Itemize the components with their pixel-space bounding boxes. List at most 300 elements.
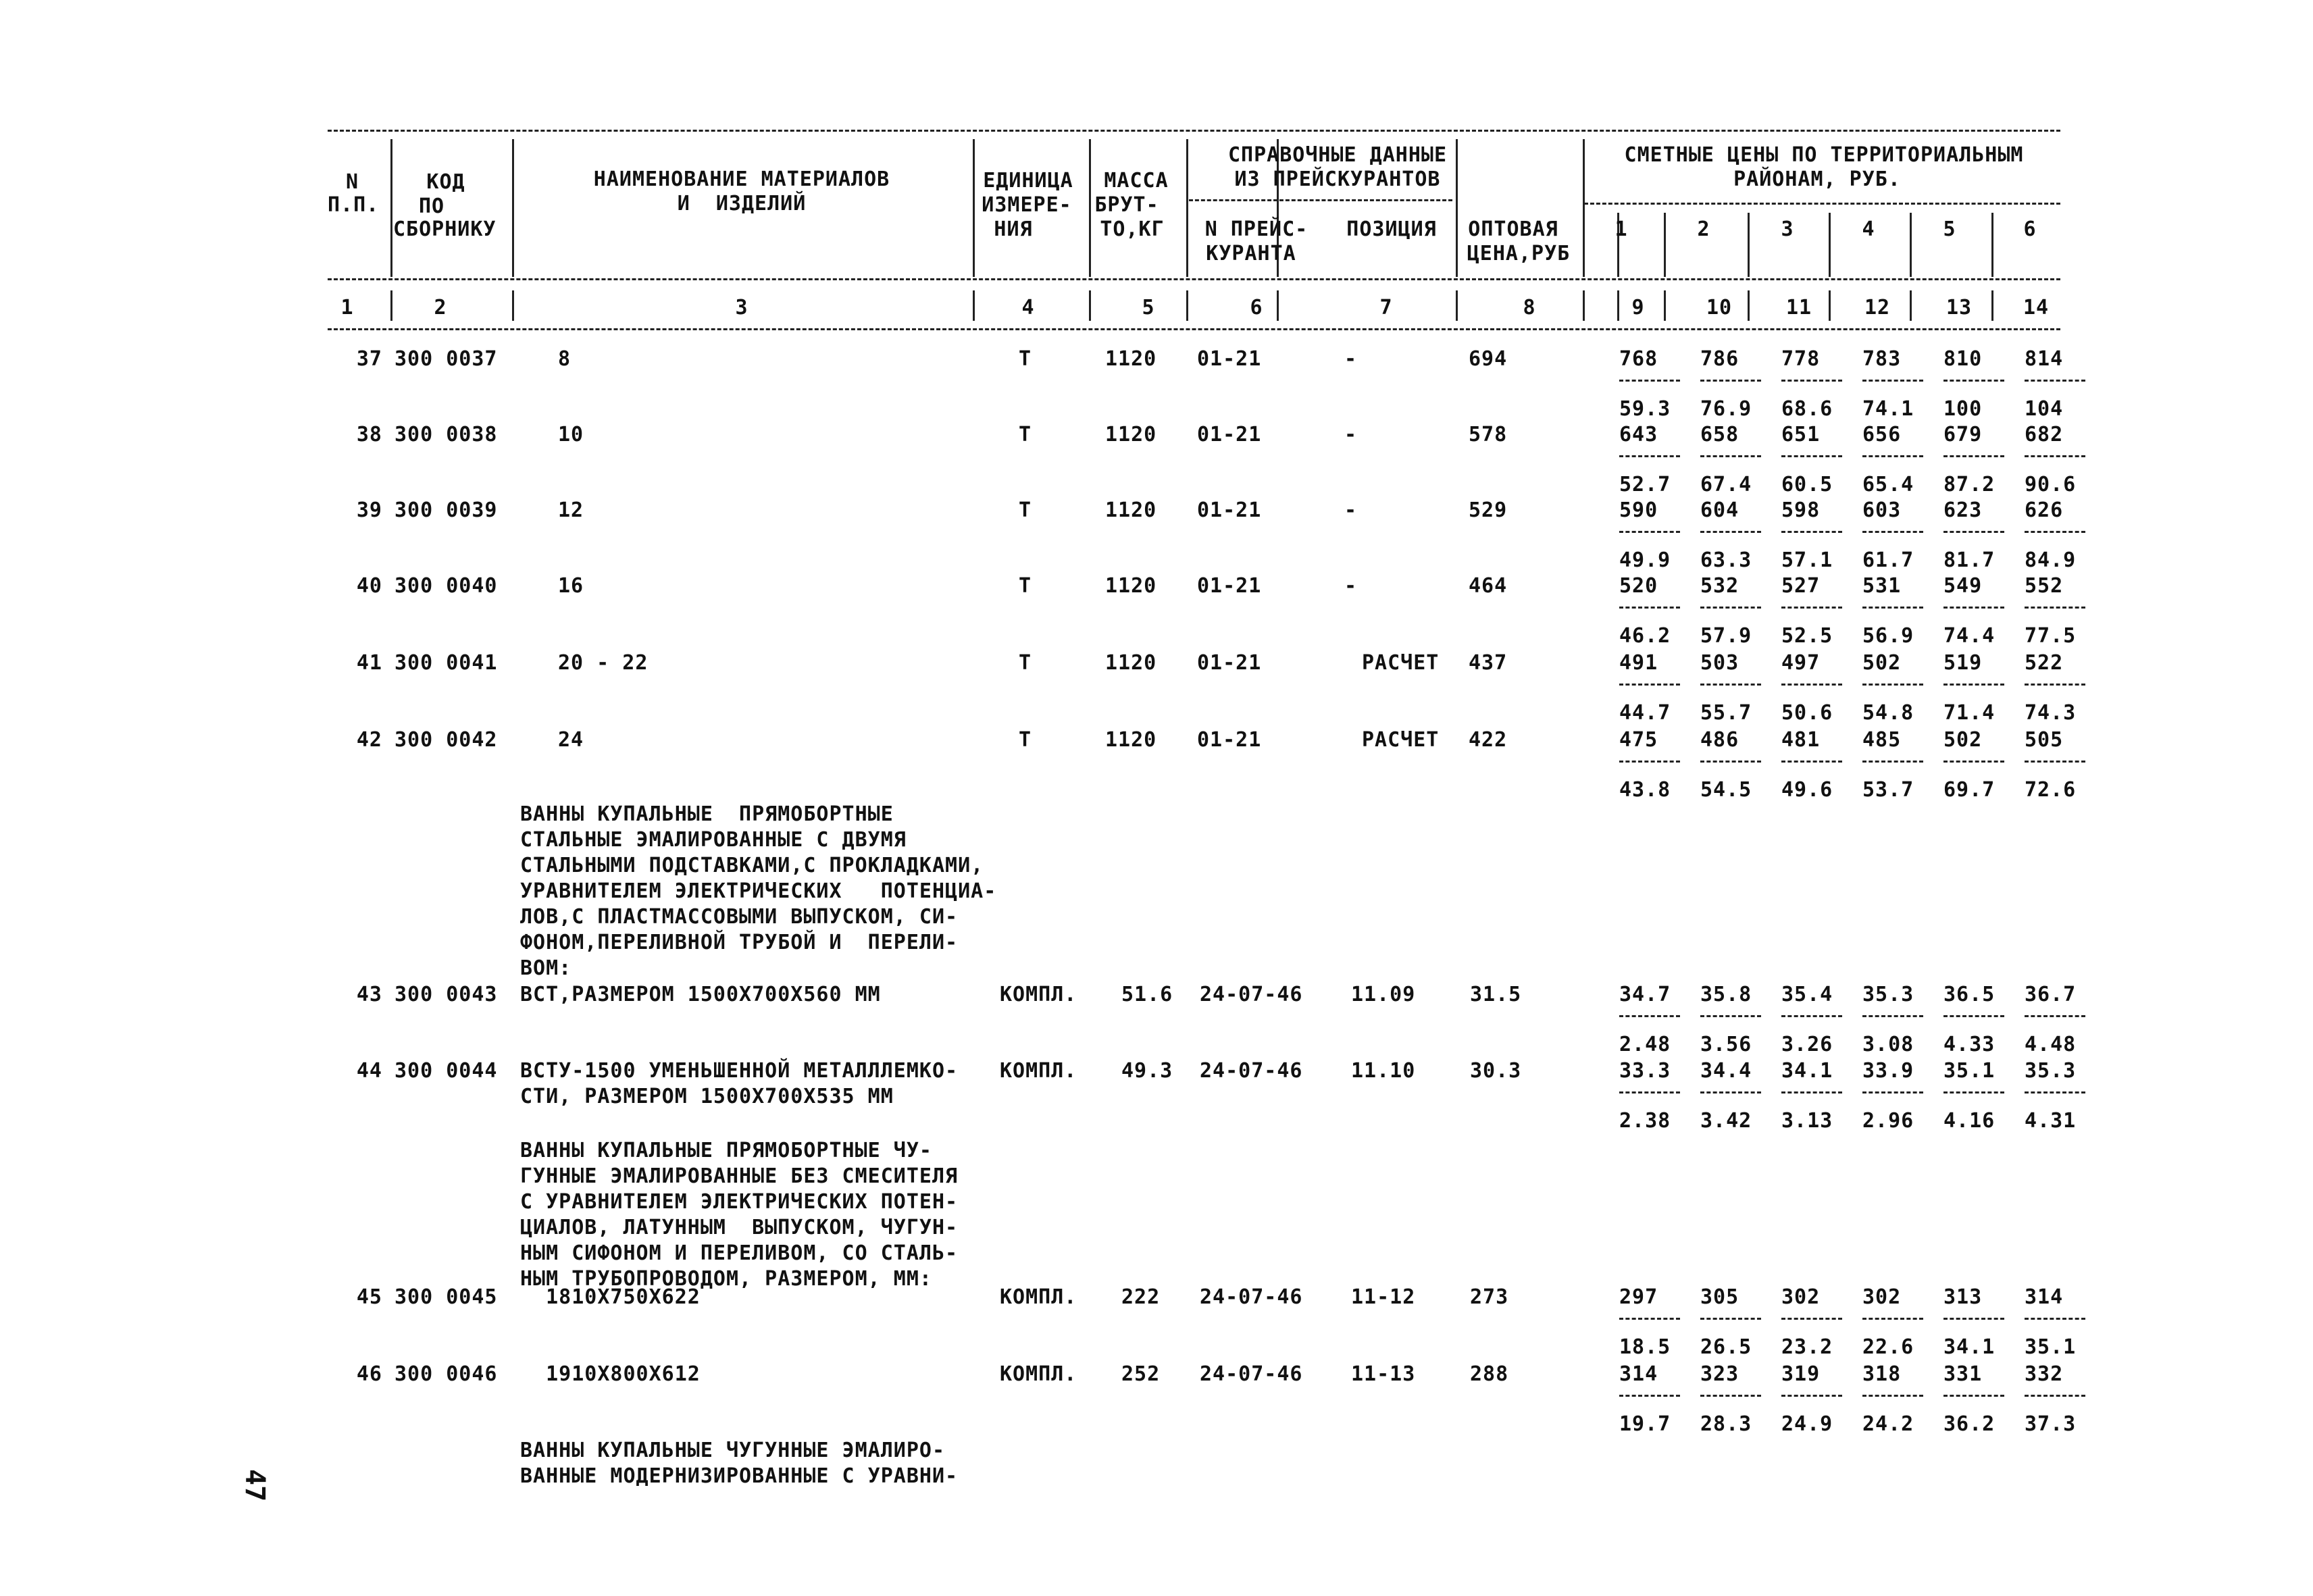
price-part-region-2: 63.3 <box>1700 548 1752 572</box>
price-total-region-5: 502 <box>1943 728 1983 752</box>
fraction-bar <box>2025 1318 2085 1320</box>
fraction-bar <box>1781 1015 1842 1017</box>
header-col-mass: БРУТ- <box>1094 193 1159 217</box>
fraction-bar <box>2025 684 2085 686</box>
header-col-unit: ИЗМЕРЕ- <box>982 193 1072 217</box>
column-number-6: 6 <box>1250 296 1263 319</box>
fraction-bar <box>1700 1395 1761 1397</box>
header-region-1: 1 <box>1615 217 1628 241</box>
price-part-region-1: 18.5 <box>1619 1335 1671 1359</box>
price-part-region-3: 23.2 <box>1781 1335 1833 1359</box>
price-total-region-1: 590 <box>1619 498 1658 522</box>
row-unit: Т <box>1019 651 1032 675</box>
price-total-region-3: 35.4 <box>1781 983 1833 1006</box>
header-col-position: ПОЗИЦИЯ <box>1346 217 1437 241</box>
group-heading: ВАННЫЕ МОДЕРНИЗИРОВАННЫЕ С УРАВНИ- <box>520 1464 959 1488</box>
column-separator <box>1186 290 1188 321</box>
fraction-bar <box>1700 1015 1761 1017</box>
fraction-bar <box>1862 761 1923 763</box>
header-col-n: П.П. <box>328 193 380 217</box>
row-position: 11-13 <box>1351 1362 1416 1386</box>
header-group-rule <box>1189 199 1452 201</box>
fraction-bar <box>1619 1318 1680 1320</box>
column-number-12: 12 <box>1864 296 1891 319</box>
price-part-region-5: 100 <box>1943 397 1983 421</box>
price-part-region-5: 4.33 <box>1943 1033 1996 1056</box>
row-pricelist: 01-21 <box>1197 574 1262 598</box>
header-top-rule <box>328 130 2060 132</box>
price-part-region-1: 44.7 <box>1619 701 1671 725</box>
price-total-region-6: 36.7 <box>2025 983 2077 1006</box>
header-region-5: 5 <box>1943 217 1956 241</box>
fraction-bar <box>2025 761 2085 763</box>
row-number: 45 <box>356 1285 382 1309</box>
group-heading: ВАННЫ КУПАЛЬНЫЕ ЧУГУННЫЕ ЭМАЛИРО- <box>520 1439 946 1462</box>
row-mass: 1120 <box>1105 651 1157 675</box>
price-total-region-1: 520 <box>1619 574 1658 598</box>
price-total-region-4: 603 <box>1862 498 1902 522</box>
price-part-region-3: 3.26 <box>1781 1033 1833 1056</box>
row-wholesale: 422 <box>1469 728 1508 752</box>
column-separator <box>512 139 514 277</box>
fraction-bar <box>1781 684 1842 686</box>
header-region-6: 6 <box>2023 217 2037 241</box>
price-total-region-6: 814 <box>2025 347 2064 371</box>
price-total-region-3: 34.1 <box>1781 1059 1833 1083</box>
price-part-region-3: 50.6 <box>1781 701 1833 725</box>
fraction-bar <box>1943 380 2004 382</box>
price-total-region-1: 768 <box>1619 347 1658 371</box>
group-heading: НЫМ СИФОНОМ И ПЕРЕЛИВОМ, СО СТАЛЬ- <box>520 1241 959 1265</box>
price-part-region-3: 57.1 <box>1781 548 1833 572</box>
group-heading: ГУННЫЕ ЭМАЛИРОВАННЫЕ БЕЗ СМЕСИТЕЛЯ <box>520 1164 959 1188</box>
fraction-bar <box>1700 455 1761 457</box>
row-wholesale: 31.5 <box>1470 983 1522 1006</box>
price-total-region-1: 475 <box>1619 728 1658 752</box>
fraction-bar <box>1619 607 1680 609</box>
fraction-bar <box>2025 607 2085 609</box>
price-total-region-4: 783 <box>1862 347 1902 371</box>
row-number: 42 <box>356 728 382 752</box>
fraction-bar <box>1943 1395 2004 1397</box>
column-number-14: 14 <box>2023 296 2050 319</box>
column-separator <box>1748 290 1750 321</box>
price-total-region-4: 656 <box>1862 423 1902 446</box>
price-part-region-6: 74.3 <box>2025 701 2077 725</box>
group-heading: НЫМ ТРУБОПРОВОДОМ, РАЗМЕРОМ, ММ: <box>520 1267 932 1291</box>
price-part-region-5: 71.4 <box>1943 701 1996 725</box>
column-separator <box>1910 290 1912 321</box>
price-part-region-2: 54.5 <box>1700 778 1752 802</box>
column-number-5: 5 <box>1142 296 1155 319</box>
fraction-bar <box>1862 1015 1923 1017</box>
price-part-region-4: 54.8 <box>1862 701 1914 725</box>
fraction-bar <box>1619 761 1680 763</box>
row-code: 300 0042 <box>395 728 498 752</box>
price-total-region-6: 522 <box>2025 651 2064 675</box>
price-total-region-4: 33.9 <box>1862 1059 1914 1083</box>
price-total-region-5: 549 <box>1943 574 1983 598</box>
group-heading: УРАВНИТЕЛЕМ ЭЛЕКТРИЧЕСКИХ ПОТЕНЦИА- <box>520 879 997 903</box>
header-group-prices: РАЙОНАМ, РУБ. <box>1733 168 1901 191</box>
row-number: 39 <box>356 498 382 522</box>
price-part-region-2: 3.56 <box>1700 1033 1752 1056</box>
row-position: РАСЧЕТ <box>1362 651 1440 675</box>
fraction-bar <box>1700 380 1761 382</box>
fraction-bar <box>1862 531 1923 533</box>
price-part-region-5: 36.2 <box>1943 1412 1996 1436</box>
header-col-mass: ТО,КГ <box>1100 217 1165 241</box>
header-col-wholesale: ЦЕНА,РУБ <box>1467 242 1571 265</box>
row-name: 1910Х800Х612 <box>520 1362 701 1386</box>
price-part-region-2: 55.7 <box>1700 701 1752 725</box>
price-part-region-4: 74.1 <box>1862 397 1914 421</box>
fraction-bar <box>1619 1091 1680 1093</box>
price-part-region-4: 2.96 <box>1862 1109 1914 1133</box>
header-bottom-rule <box>328 328 2060 330</box>
fraction-bar <box>1619 531 1680 533</box>
header-col-pricelist: КУРАНТА <box>1206 242 1296 265</box>
fraction-bar <box>1700 531 1761 533</box>
price-total-region-2: 305 <box>1700 1285 1739 1309</box>
header-col-pricelist: N ПРЕЙС- <box>1204 217 1308 241</box>
fraction-bar <box>1943 455 2004 457</box>
header-group-ref: ИЗ ПРЕЙСКУРАНТОВ <box>1234 168 1441 191</box>
row-code: 300 0039 <box>395 498 498 522</box>
price-part-region-6: 84.9 <box>2025 548 2077 572</box>
column-separator <box>1991 290 1993 321</box>
price-total-region-2: 486 <box>1700 728 1739 752</box>
row-wholesale: 30.3 <box>1470 1059 1522 1083</box>
price-total-region-3: 778 <box>1781 347 1821 371</box>
row-unit: Т <box>1019 728 1032 752</box>
row-position: - <box>1344 347 1358 371</box>
price-total-region-4: 502 <box>1862 651 1902 675</box>
row-pricelist: 24-07-46 <box>1200 1285 1303 1309</box>
column-separator <box>1277 290 1279 321</box>
row-wholesale: 437 <box>1469 651 1508 675</box>
row-wholesale: 288 <box>1470 1362 1509 1386</box>
price-total-region-6: 626 <box>2025 498 2064 522</box>
row-number: 43 <box>356 983 382 1006</box>
row-unit: КОМПЛ. <box>1000 1362 1077 1386</box>
price-total-region-1: 297 <box>1619 1285 1658 1309</box>
price-total-region-4: 318 <box>1862 1362 1902 1386</box>
column-separator <box>1664 290 1666 321</box>
price-part-region-1: 2.48 <box>1619 1033 1671 1056</box>
column-separator <box>973 290 975 321</box>
row-number: 38 <box>356 423 382 446</box>
row-name: ВСТУ-1500 УМЕНЬШЕННОЙ МЕТАЛЛЛЕМКО- <box>520 1059 959 1083</box>
header-col-unit: ЕДИНИЦА <box>983 169 1073 192</box>
price-total-region-6: 332 <box>2025 1362 2064 1386</box>
row-code: 300 0044 <box>395 1059 498 1083</box>
price-part-region-6: 4.48 <box>2025 1033 2077 1056</box>
header-col-name: И ИЗДЕЛИЙ <box>677 192 807 215</box>
row-position: 11.09 <box>1351 983 1416 1006</box>
price-part-region-4: 24.2 <box>1862 1412 1914 1436</box>
row-code: 300 0037 <box>395 347 498 371</box>
fraction-bar <box>1619 380 1680 382</box>
price-part-region-5: 69.7 <box>1943 778 1996 802</box>
column-separator <box>1829 290 1831 321</box>
fraction-bar <box>2025 531 2085 533</box>
price-part-region-4: 53.7 <box>1862 778 1914 802</box>
price-total-region-2: 658 <box>1700 423 1739 446</box>
row-wholesale: 578 <box>1469 423 1508 446</box>
price-total-region-2: 604 <box>1700 498 1739 522</box>
group-heading: СТАЛЬНЫМИ ПОДСТАВКАМИ,С ПРОКЛАДКАМИ, <box>520 854 984 877</box>
price-part-region-3: 49.6 <box>1781 778 1833 802</box>
price-part-region-1: 43.8 <box>1619 778 1671 802</box>
price-total-region-5: 679 <box>1943 423 1983 446</box>
price-total-region-4: 35.3 <box>1862 983 1914 1006</box>
row-mass: 1120 <box>1105 728 1157 752</box>
price-total-region-2: 503 <box>1700 651 1739 675</box>
price-part-region-2: 3.42 <box>1700 1109 1752 1133</box>
row-pricelist: 24-07-46 <box>1200 1059 1303 1083</box>
row-mass: 252 <box>1121 1362 1161 1386</box>
row-number: 40 <box>356 574 382 598</box>
row-wholesale: 529 <box>1469 498 1508 522</box>
row-pricelist: 01-21 <box>1197 651 1262 675</box>
column-number-3: 3 <box>735 296 748 319</box>
header-col-unit: НИЯ <box>994 217 1033 241</box>
price-total-region-2: 35.8 <box>1700 983 1752 1006</box>
row-unit: КОМПЛ. <box>1000 1285 1077 1309</box>
header-col-n: N <box>346 170 359 194</box>
row-name: 12 <box>558 498 584 522</box>
row-name: 16 <box>558 574 584 598</box>
fraction-bar <box>1862 1395 1923 1397</box>
price-part-region-4: 65.4 <box>1862 473 1914 496</box>
fraction-bar <box>1943 684 2004 686</box>
price-total-region-1: 643 <box>1619 423 1658 446</box>
row-name: СТИ, РАЗМЕРОМ 1500Х700Х535 ММ <box>520 1085 894 1108</box>
column-separator <box>512 290 514 321</box>
price-total-region-3: 651 <box>1781 423 1821 446</box>
price-part-region-4: 56.9 <box>1862 624 1914 648</box>
header-col-wholesale: ОПТОВАЯ <box>1468 217 1558 241</box>
price-part-region-6: 90.6 <box>2025 473 2077 496</box>
fraction-bar <box>1781 761 1842 763</box>
row-number: 46 <box>356 1362 382 1386</box>
fraction-bar <box>1619 1015 1680 1017</box>
row-code: 300 0038 <box>395 423 498 446</box>
price-total-region-6: 682 <box>2025 423 2064 446</box>
group-heading: ВАННЫ КУПАЛЬНЫЕ ПРЯМОБОРТНЫЕ ЧУ- <box>520 1139 932 1162</box>
price-part-region-5: 4.16 <box>1943 1109 1996 1133</box>
price-part-region-2: 57.9 <box>1700 624 1752 648</box>
column-separator <box>1617 290 1619 321</box>
row-name: 10 <box>558 423 584 446</box>
price-total-region-6: 552 <box>2025 574 2064 598</box>
price-total-region-2: 786 <box>1700 347 1739 371</box>
group-heading: ЦИАЛОВ, ЛАТУННЫМ ВЫПУСКОМ, ЧУГУН- <box>520 1216 959 1239</box>
row-pricelist: 01-21 <box>1197 423 1262 446</box>
row-code: 300 0043 <box>395 983 498 1006</box>
fraction-bar <box>1943 761 2004 763</box>
price-total-region-3: 497 <box>1781 651 1821 675</box>
column-number-11: 11 <box>1785 296 1812 319</box>
column-number-10: 10 <box>1706 296 1733 319</box>
price-part-region-3: 3.13 <box>1781 1109 1833 1133</box>
fraction-bar <box>1619 1395 1680 1397</box>
row-wholesale: 273 <box>1470 1285 1509 1309</box>
row-unit: Т <box>1019 423 1032 446</box>
header-group-prices: СМЕТНЫЕ ЦЕНЫ ПО ТЕРРИТОРИАЛЬНЫМ <box>1624 143 2024 167</box>
row-position: 11.10 <box>1351 1059 1416 1083</box>
column-separator <box>1583 139 1585 203</box>
price-part-region-1: 46.2 <box>1619 624 1671 648</box>
row-unit: Т <box>1019 498 1032 522</box>
price-part-region-1: 59.3 <box>1619 397 1671 421</box>
column-number-4: 4 <box>1021 296 1035 319</box>
fraction-bar <box>1781 380 1842 382</box>
price-part-region-6: 4.31 <box>2025 1109 2077 1133</box>
row-unit: Т <box>1019 574 1032 598</box>
fraction-bar <box>1862 607 1923 609</box>
group-heading: ЛОВ,С ПЛАСТМАССОВЫМИ ВЫПУСКОМ, СИ- <box>520 905 959 929</box>
header-col-code: КОД <box>426 170 465 194</box>
fraction-bar <box>1862 1318 1923 1320</box>
price-part-region-1: 19.7 <box>1619 1412 1671 1436</box>
header-region-4: 4 <box>1862 217 1875 241</box>
row-mass: 1120 <box>1105 498 1157 522</box>
row-mass: 222 <box>1121 1285 1161 1309</box>
page-number: 47 <box>239 1469 270 1502</box>
row-unit: КОМПЛ. <box>1000 1059 1077 1083</box>
fraction-bar <box>2025 1395 2085 1397</box>
fraction-bar <box>1943 1318 2004 1320</box>
row-position: РАСЧЕТ <box>1362 728 1440 752</box>
price-total-region-5: 35.1 <box>1943 1059 1996 1083</box>
row-mass: 49.3 <box>1121 1059 1173 1083</box>
column-number-2: 2 <box>434 296 447 319</box>
fraction-bar <box>1700 761 1761 763</box>
fraction-bar <box>1781 607 1842 609</box>
row-position: - <box>1344 423 1358 446</box>
price-part-region-3: 24.9 <box>1781 1412 1833 1436</box>
price-part-region-1: 2.38 <box>1619 1109 1671 1133</box>
price-total-region-5: 519 <box>1943 651 1983 675</box>
price-total-region-6: 35.3 <box>2025 1059 2077 1083</box>
row-wholesale: 694 <box>1469 347 1508 371</box>
fraction-bar <box>1943 607 2004 609</box>
row-pricelist: 01-21 <box>1197 728 1262 752</box>
header-col-name: НАИМЕНОВАНИЕ МАТЕРИАЛОВ <box>593 168 890 191</box>
row-name: ВСТ,РАЗМЕРОМ 1500Х700Х560 ММ <box>520 983 881 1006</box>
price-total-region-1: 33.3 <box>1619 1059 1671 1083</box>
group-heading: ФОНОМ,ПЕРЕЛИВНОЙ ТРУБОЙ И ПЕРЕЛИ- <box>520 931 959 954</box>
fraction-bar <box>1700 1091 1761 1093</box>
row-name: 8 <box>558 347 571 371</box>
price-total-region-4: 531 <box>1862 574 1902 598</box>
row-position: 11-12 <box>1351 1285 1416 1309</box>
column-number-8: 8 <box>1523 296 1536 319</box>
header-mid-rule <box>328 278 2060 280</box>
price-part-region-5: 74.4 <box>1943 624 1996 648</box>
fraction-bar <box>1862 455 1923 457</box>
column-number-7: 7 <box>1379 296 1393 319</box>
group-heading: С УРАВНИТЕЛЕМ ЭЛЕКТРИЧЕСКИХ ПОТЕН- <box>520 1190 959 1214</box>
fraction-bar <box>2025 380 2085 382</box>
fraction-bar <box>2025 455 2085 457</box>
header-col-code: СБОРНИКУ <box>393 217 497 241</box>
row-pricelist: 24-07-46 <box>1200 983 1303 1006</box>
header-prices-rule <box>1584 203 2060 205</box>
row-code: 300 0045 <box>395 1285 498 1309</box>
price-part-region-6: 37.3 <box>2025 1412 2077 1436</box>
row-code: 300 0046 <box>395 1362 498 1386</box>
row-pricelist: 01-21 <box>1197 498 1262 522</box>
row-position: - <box>1344 574 1358 598</box>
row-name: 20 - 22 <box>558 651 649 675</box>
fraction-bar <box>2025 1091 2085 1093</box>
fraction-bar <box>1619 684 1680 686</box>
row-position: - <box>1344 498 1358 522</box>
fraction-bar <box>1862 380 1923 382</box>
price-part-region-4: 22.6 <box>1862 1335 1914 1359</box>
price-total-region-5: 313 <box>1943 1285 1983 1309</box>
price-total-region-3: 598 <box>1781 498 1821 522</box>
price-part-region-3: 68.6 <box>1781 397 1833 421</box>
price-total-region-3: 481 <box>1781 728 1821 752</box>
column-number-13: 13 <box>1946 296 1973 319</box>
price-total-region-4: 485 <box>1862 728 1902 752</box>
price-total-region-3: 527 <box>1781 574 1821 598</box>
fraction-bar <box>1862 1091 1923 1093</box>
price-part-region-2: 76.9 <box>1700 397 1752 421</box>
price-part-region-5: 81.7 <box>1943 548 1996 572</box>
price-total-region-3: 302 <box>1781 1285 1821 1309</box>
row-name: 24 <box>558 728 584 752</box>
price-total-region-5: 331 <box>1943 1362 1983 1386</box>
price-total-region-1: 491 <box>1619 651 1658 675</box>
price-part-region-5: 87.2 <box>1943 473 1996 496</box>
fraction-bar <box>1700 1318 1761 1320</box>
column-separator <box>390 290 392 321</box>
fraction-bar <box>1700 684 1761 686</box>
fraction-bar <box>1781 1318 1842 1320</box>
price-part-region-6: 77.5 <box>2025 624 2077 648</box>
header-col-code: ПО <box>419 195 445 218</box>
price-total-region-1: 314 <box>1619 1362 1658 1386</box>
row-pricelist: 24-07-46 <box>1200 1362 1303 1386</box>
column-separator <box>1089 290 1091 321</box>
price-total-region-1: 34.7 <box>1619 983 1671 1006</box>
price-total-region-5: 36.5 <box>1943 983 1996 1006</box>
price-part-region-3: 52.5 <box>1781 624 1833 648</box>
header-region-3: 3 <box>1781 217 1794 241</box>
price-part-region-4: 3.08 <box>1862 1033 1914 1056</box>
row-pricelist: 01-21 <box>1197 347 1262 371</box>
fraction-bar <box>1619 455 1680 457</box>
price-part-region-3: 60.5 <box>1781 473 1833 496</box>
fraction-bar <box>1700 607 1761 609</box>
column-separator <box>1456 290 1458 321</box>
fraction-bar <box>1781 1395 1842 1397</box>
row-number: 37 <box>356 347 382 371</box>
column-separator <box>390 139 392 277</box>
price-part-region-2: 26.5 <box>1700 1335 1752 1359</box>
group-heading: ВОМ: <box>520 956 572 980</box>
price-total-region-2: 34.4 <box>1700 1059 1752 1083</box>
header-col-mass: МАССА <box>1104 169 1169 192</box>
column-separator <box>1583 290 1585 321</box>
price-total-region-5: 623 <box>1943 498 1983 522</box>
price-part-region-4: 61.7 <box>1862 548 1914 572</box>
